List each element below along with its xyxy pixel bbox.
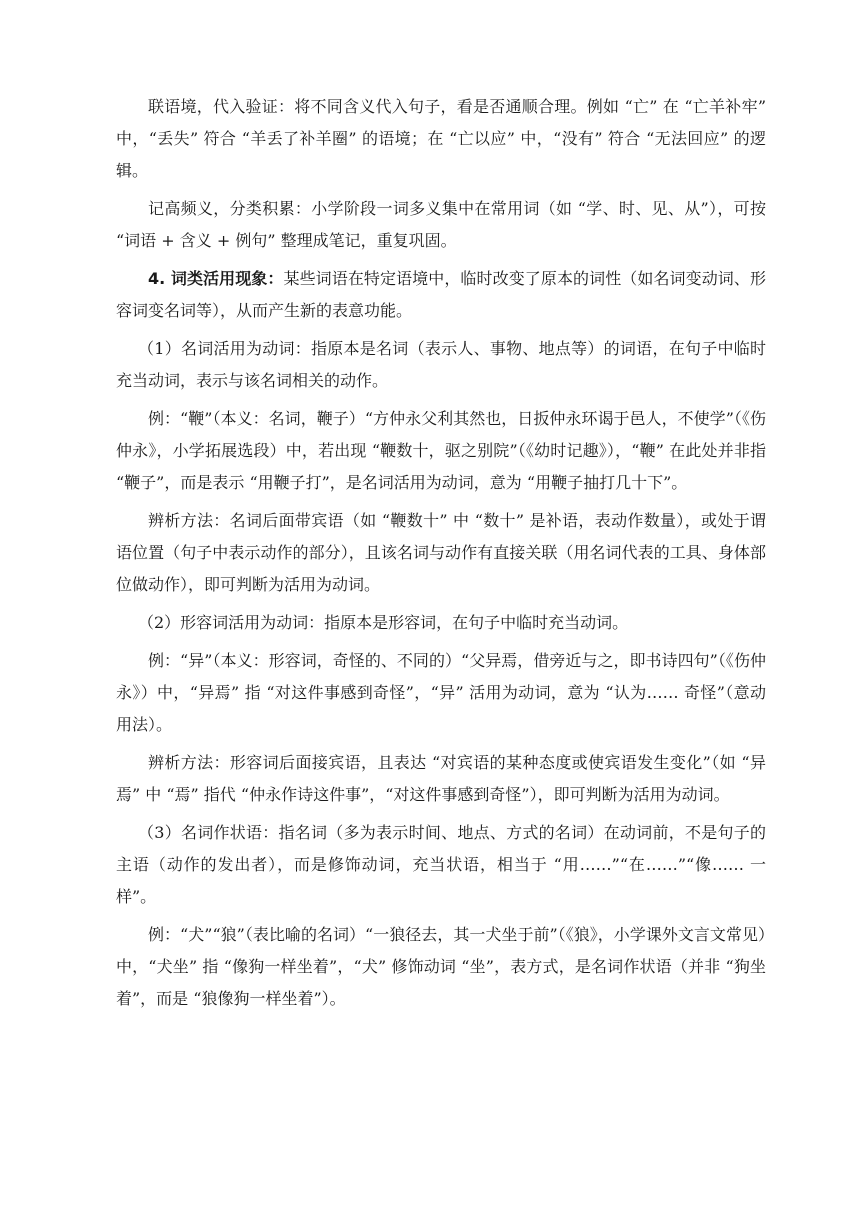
paragraph-context-verification: 联语境，代入验证：将不同含义代入句子，看是否通顺合理。例如 “亡” 在 “亡羊补牢” 中，“丢失” 符合 “羊丢了补羊圈” 的语境；在 “亡以应” 中，“没有” 符合 “无法回应” 的逻辑。	[116, 97, 766, 180]
section-heading-text: 某些词语在特定语境中，临时改变了原本的词性（如名词变动词、形容词变名词等），从而产生新的表意功能。	[116, 269, 766, 320]
paragraph-example-quan: 例：“犬”“狼”（表比喻的名词）“一狼径去，其一犬坐于前”（《狼》，小学课外文言文常见）中，“犬坐” 指 “像狗一样坐着”，“犬” 修饰动词 “坐”，表方式，是名词作状语（并非 “狗坐着”，而是 “狼像狗一样坐着”）。	[116, 925, 766, 1008]
paragraph-noun-as-adverbial: （3）名词作状语：指名词（多为表示时间、地点、方式的名词）在动词前，不是句子的主语（动作的发出者），而是修饰动词，充当状语，相当于 “用……”“在……”“像…… 一样”。	[116, 823, 766, 906]
section-heading: 4. 词类活用现象：	[148, 269, 284, 288]
paragraph-word-class-shift	[116, 263, 766, 327]
paragraph-adjective-as-verb: （2）形容词活用为动词：指原本是形容词，在句子中临时充当动词。	[138, 613, 629, 632]
paragraph-example-bian: 例：“鞭”（本义：名词，鞭子）“方仲永父利其然也，日扳仲永环谒于邑人，不使学”（《伤仲永》，小学拓展选段）中，若出现 “鞭数十，驱之别院”（《幼时记趣》），“鞭” 在此处并非指 “鞭子”，而是表示 “用鞭子打”，是名词活用为动词，意为 “用鞭子抽打几十下”。	[116, 409, 766, 492]
paragraph-method-adjective: 辨析方法：形容词后面接宾语，且表达 “对宾语的某种态度或使宾语发生变化”（如 “异焉” 中 “焉” 指代 “仲永作诗这件事”，“对这件事感到奇怪”），即可判断为活用为动词。	[116, 753, 766, 804]
document-body	[116, 91, 766, 1015]
paragraph-high-frequency: 记高频义，分类积累：小学阶段一词多义集中在常用词（如 “学、时、见、从”），可按 “词语 + 含义 + 例句” 整理成笔记，重复巩固。	[116, 199, 766, 250]
paragraph-noun-as-verb: （1）名词活用为动词：指原本是名词（表示人、事物、地点等）的词语，在句子中临时充当动词，表示与该名词相关的动作。	[116, 339, 766, 390]
paragraph-example-yi: 例：“异”（本义：形容词，奇怪的、不同的）“父异焉，借旁近与之，即书诗四句”（《伤仲永》）中，“异焉” 指 “对这件事感到奇怪”，“异” 活用为动词，意为 “认为…… 奇怪”（意动用法）。	[116, 651, 766, 734]
paragraph-method-noun: 辨析方法：名词后面带宾语（如 “鞭数十” 中 “数十” 是补语，表动作数量），或处于谓语位置（句子中表示动作的部分），且该名词与动作有直接关联（用名词代表的工具、身体部位做动作），即可判断为活用为动词。	[116, 511, 766, 594]
